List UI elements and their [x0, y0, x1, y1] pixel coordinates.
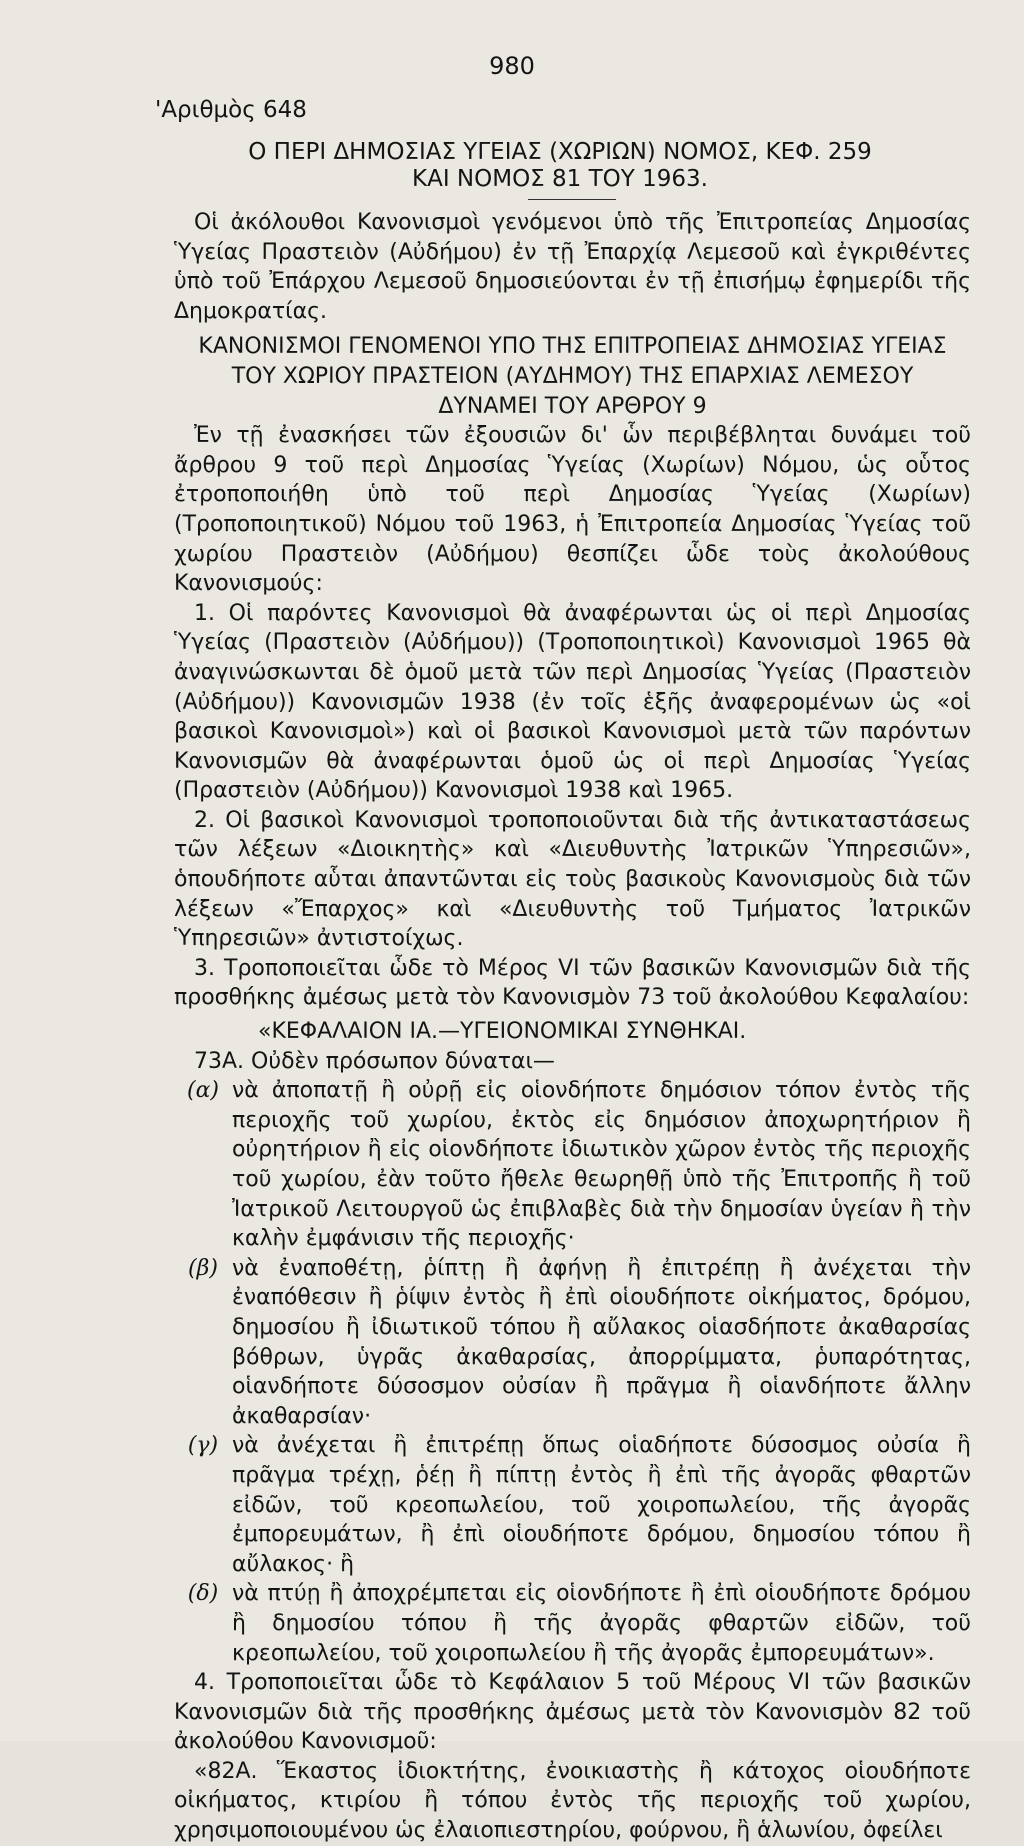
preamble-paragraph: Ἐν τῇ ἐνασκήσει τῶν ἐξουσιῶν δι' ὧν περιβέβληται δυνάμει τοῦ ἄρθρου 9 τοῦ περὶ Δημοσίας Ὑγείας (Χωρίων) Νόμου, ὡς οὗτος ἐτροποποιήθη ὑπὸ τοῦ περὶ Δημοσίας Ὑγείας (Χωρίων) (Τροποποιητικοῦ) Νόμου τοῦ 1963, ἡ Ἐπιτροπεία Δημοσίας Ὑγείας τοῦ χωρίου Πραστειὸν (Αὐδήμου) θεσπίζει ὧδε τοὺς ἀκολούθους Κανονισμούς: [174, 423, 971, 597]
title-line-2: ΚΑΙ ΝΟΜΟΣ 81 ΤΟΥ 1963. [412, 166, 708, 192]
paragraph-1: 1. Οἱ παρόντες Κανονισμοὶ θὰ ἀναφέρωνται ὡς οἱ περὶ Δημοσίας Ὑγείας (Πραστειὸν (Αὐδήμου)) (Τροποποιητικοὶ) Κανονισμοὶ 1965 θὰ ἀναγινώσκωνται δὲ ὁμοῦ μετὰ τῶν περὶ Δημοσίας Ὑγείας (Πραστειὸν (Αὐδήμου)) Κανονισμῶν 1938 (ἐν τοῖς ἑξῆς ἀναφερομένων ὡς «οἱ βασικοὶ Κανονισμοὶ») καὶ οἱ βασικοὶ Κανονισμοὶ μετὰ τῶν παρόντων Κανονισμῶν θὰ ἀναφέρωνται ὁμοῦ ὡς οἱ περὶ Δημοσίας Ὑγείας (Πραστειὸν (Αὐδήμου)) Κανονισμοὶ 1938 καὶ 1965. [174, 600, 971, 804]
sub-item-marker: (δ) [187, 1581, 219, 1607]
page-number: 980 [489, 52, 535, 80]
paragraph-2: 2. Οἱ βασικοὶ Κανονισμοὶ τροποποιοῦνται διὰ τῆς ἀντικαταστάσεως τῶν λέξεων «Διοικητὴς» καὶ «Διευθυντὴς Ἰατρικῶν Ὑπηρεσιῶν», ὁπουδήποτε αὗται ἀπαντῶνται εἰς τοὺς βασικοὺς Κανονισμοὺς διὰ τῶν λέξεων «Ἔπαρχος» καὶ «Διευθυντὴς τοῦ Τμήματος Ἰατρικῶν Ὑπηρεσιῶν» ἀντιστοίχως. [174, 807, 971, 952]
sub-item-text: νὰ ἐναποθέτῃ, ῥίπτῃ ἢ ἀφήνῃ ἢ ἐπιτρέπῃ ἢ ἀνέχεται τὴν ἐναπόθεσιν ἢ ῥίψιν ἐντὸς ἢ ἐπὶ οἱουδήποτε οἰκήματος, δρόμου, δημοσίου ἢ ἰδιωτικοῦ τόπου ἢ αὔλακος οἱασδήποτε ἀκαθαρσίας βόθρων, ὑγρᾶς ἀκαθαρσίας, ἀπορρίμματα, ῥυπαρότητας, οἱανδήποτε δύσοσμον οὐσίαν ἢ πρᾶγμα ἢ οἱανδήποτε ἄλλην ἀκαθαρσίαν· [232, 1255, 971, 1429]
regulations-heading: ΚΑΝΟΝΙΣΜΟΙ ΓΕΝΟΜΕΝΟΙ ΥΠΟ ΤΗΣ ΕΠΙΤΡΟΠΕΙΑΣ ΔΗΜΟΣΙΑΣ ΥΓΕΙΑΣ ΤΟΥ ΧΩΡΙΟΥ ΠΡΑΣΤΕΙΟΝ (ΑΥΔΗΜΟΥ) ΤΗΣ ΕΠΑΡΧΙΑΣ ΛΕΜΕΣΟΥ ΔΥΝΑΜΕΙ ΤΟΥ ΑΡΘΡΟΥ 9 [198, 334, 947, 419]
sub-item-beta [174, 1254, 971, 1432]
title-line-1: Ο ΠΕΡΙ ΔΗΜΟΣΙΑΣ ΥΓΕΙΑΣ (ΧΩΡΙΩΝ) ΝΟΜΟΣ, ΚΕΦ. 259 [248, 139, 872, 165]
sub-item-text: νὰ πτύῃ ἢ ἀποχρέμπεται εἰς οἱονδήποτε ἢ ἐπὶ οἱουδήποτε δρόμου ἢ δημοσίου τόπου ἢ τῆς ἀγορᾶς φθαρτῶν εἰδῶν, τοῦ κρεοπωλείου, τοῦ χοιροπωλείου ἢ τῆς ἀγορᾶς ἐμπορευμάτων». [232, 1581, 971, 1666]
sub-item-text: νὰ ἀνέχεται ἢ ἐπιτρέπῃ ὅπως οἱαδήποτε δύσοσμος οὐσία ἢ πρᾶγμα τρέχῃ, ῥέῃ ἢ πίπτῃ ἐντὸς ἢ ἐπὶ τῆς ἀγορᾶς φθαρτῶν εἰδῶν, τοῦ κρεοπωλείου, τοῦ χοιροπωλείου, τῆς ἀγορᾶς ἐμπορευμάτων, ἢ ἐπὶ οἱουδήποτε δρόμου, δημοσίου τόπου ἢ αὔλακος· ἢ [232, 1433, 971, 1577]
sub-item-marker: (β) [188, 1255, 218, 1281]
sub-item-marker: (γ) [187, 1433, 219, 1459]
sub-item-marker: (α) [186, 1078, 220, 1104]
sub-item-delta [174, 1579, 971, 1668]
document-number: 'Αριθμὸς 648 [155, 97, 307, 123]
intro-paragraph: Οἱ ἀκόλουθοι Κανονισμοὶ γενόμενοι ὑπὸ τῆς Ἐπιτροπείας Δημοσίας Ὑγείας Πραστειὸν (Αὐδήμου) ἐν τῇ Ἐπαρχίᾳ Λεμεσοῦ καὶ ἐγκριθέντες ὑπὸ τοῦ Ἐπάρχου Λεμεσοῦ δημοσιεύονται ἐν τῇ ἐπισήμῳ ἐφημερίδι τῆς Δημοκρατίας. [174, 210, 971, 324]
paragraph-3: 3. Τροποποιεῖται ὧδε τὸ Μέρος VI τῶν βασικῶν Κανονισμῶν διὰ τῆς προσθήκης ἀμέσως μετὰ τὸν Κανονισμὸν 73 τοῦ ἀκολούθου Κεφαλαίου: [174, 955, 971, 1011]
rule-82a: «82Α. Ἕκαστος ἰδιοκτήτης, ἐνοικιαστὴς ἢ κάτοχος οἱουδήποτε οἰκήματος, κτιρίου ἢ τόπου ἐντὸς τῆς περιοχῆς τοῦ χωρίου, χρησιμοποιουμένου ὡς ἐλαιοπιεστηρίου, φούρνου, ἢ ἁλωνίου, ὀφείλει [174, 1758, 971, 1844]
title-divider [528, 199, 616, 200]
document-body [174, 208, 971, 1846]
sub-item-gamma [174, 1431, 971, 1579]
chapter-heading: «ΚΕΦΑΛΑΙΟΝ ΙΑ.—ΥΓΕΙΟΝΟΜΙΚΑΙ ΣΥΝΘΗΚΑΙ. [258, 1019, 747, 1045]
sub-item-text: νὰ ἀποπατῇ ἢ οὐρῇ εἰς οἱονδήποτε δημόσιον τόπον ἐντὸς τῆς περιοχῆς τοῦ χωρίου, ἐκτὸς εἰς δημόσιον ἀποχωρητήριον ἢ οὐρητήριον ἢ εἰς οἱονδήποτε ἰδιωτικὸν χῶρον ἐντὸς τῆς περιοχῆς τοῦ χωρίου, ἐὰν τοῦτο ἤθελε θεωρηθῇ ὑπὸ τῆς Ἐπιτροπῆς ἢ τοῦ Ἰατρικοῦ Λειτουργοῦ ὡς ἐπιβλαβὲς διὰ τὴν δημοσίαν ὑγείαν ἢ τὴν καλὴν ἐμφάνισιν τῆς περιοχῆς· [232, 1078, 971, 1252]
rule-73a-lead: 73Α. Οὐδὲν πρόσωπον δύναται— [194, 1048, 555, 1074]
paragraph-4: 4. Τροποποιεῖται ὧδε τὸ Κεφάλαιον 5 τοῦ Μέρους VI τῶν βασικῶν Κανονισμῶν διὰ τῆς προσθήκης ἀμέσως μετὰ τὸν Κανονισμὸν 82 τοῦ ἀκολούθου Κανονισμοῦ: [174, 1670, 971, 1755]
sub-item-alpha [174, 1076, 971, 1254]
